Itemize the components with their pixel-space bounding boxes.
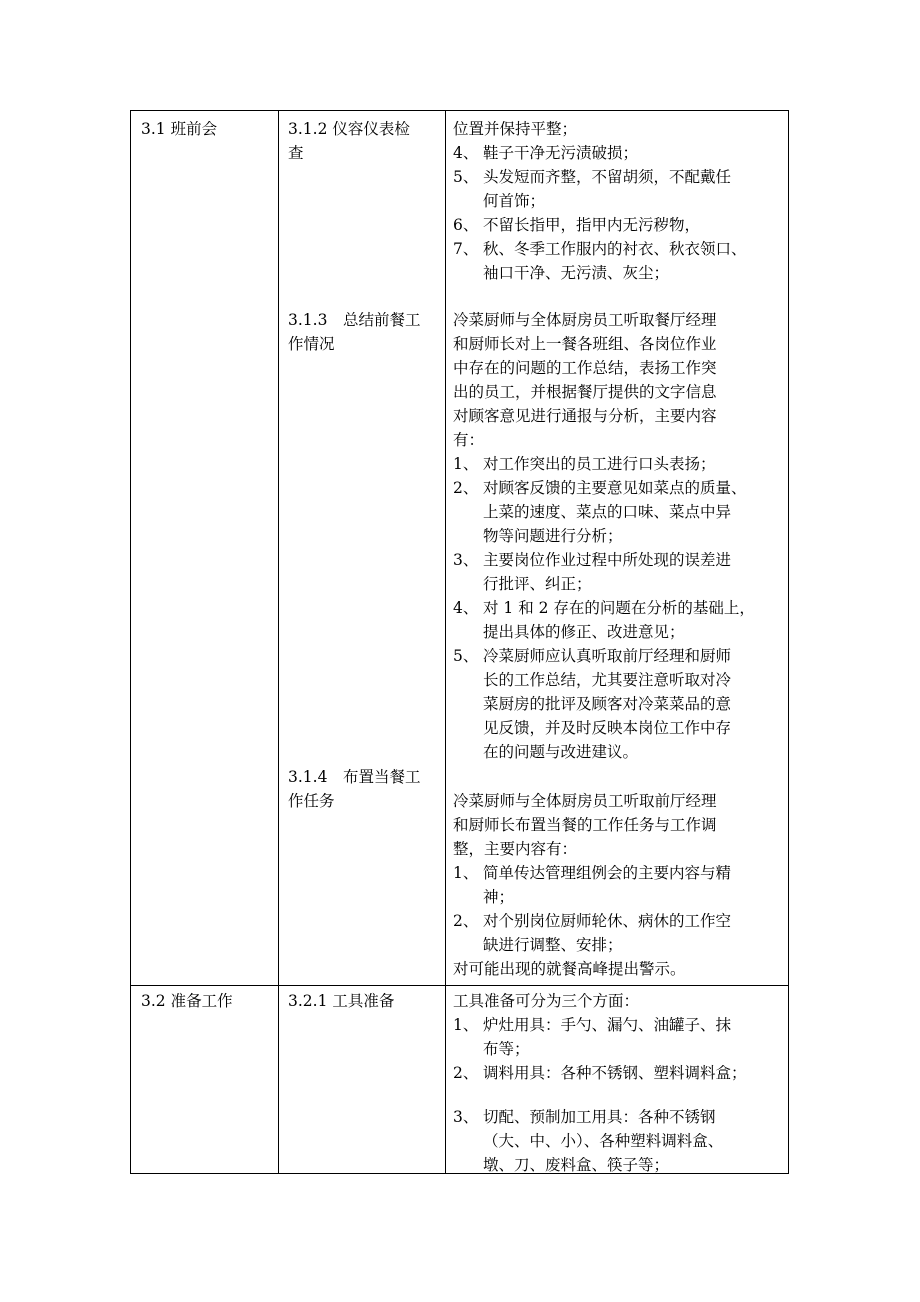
- item-number: 3、: [453, 1108, 479, 1126]
- content-line: 见反馈，并及时反映本岗位工作中存: [483, 719, 732, 737]
- content-line: 和厨师长布置当餐的工作任务与工作调: [453, 816, 717, 834]
- content-line: 和厨师长对上一餐各班组、各岗位作业: [453, 335, 717, 353]
- content-line: 物等问题进行分析；: [483, 527, 623, 545]
- content-line: 切配、预制加工用具：各种不锈钢: [483, 1108, 716, 1126]
- content-line: 中存在的问题的工作总结，表扬工作突: [453, 359, 717, 377]
- content-line: （大、中、小）、各种塑料调料盒、: [483, 1132, 724, 1150]
- content-line: 神；: [483, 888, 515, 906]
- content-line: 布等；: [483, 1040, 530, 1058]
- content-line: 提出具体的修正、改进意见；: [483, 623, 685, 641]
- content-line: 头发短而齐整，不留胡须，不配戴任: [483, 168, 732, 186]
- item-number: 5、: [453, 168, 479, 186]
- subsection-title: 3.1.2 仪容仪表检: [288, 120, 410, 138]
- item-number: 2、: [453, 479, 479, 497]
- procedure-table: [130, 110, 789, 1174]
- content-line: 冷菜厨师与全体厨房员工听取前厅经理: [453, 792, 717, 810]
- content-line: 行批评、纠正；: [483, 575, 592, 593]
- content-line: 出的员工，并根据餐厅提供的文字信息: [453, 383, 717, 401]
- content-line: 秋、冬季工作服内的衬衣、秋衣领口、: [483, 240, 747, 258]
- section-label: 3.2 准备工作: [141, 992, 233, 1010]
- subsection-title: 作任务: [288, 792, 335, 810]
- item-number: 2、: [453, 912, 479, 930]
- content-line: 对可能出现的就餐高峰提出警示。: [453, 960, 686, 978]
- subsection-title: 3.1.4 布置当餐工: [288, 768, 421, 786]
- item-number: 1、: [453, 1016, 479, 1034]
- item-number: 6、: [453, 216, 479, 234]
- content-line: 工具准备可分为三个方面：: [453, 992, 640, 1010]
- content-line: 对顾客意见进行通报与分析，主要内容: [453, 407, 717, 425]
- item-number: 3、: [453, 551, 479, 569]
- content-line: 位置并保持平整；: [453, 120, 578, 138]
- content-line: 长的工作总结，尤其要注意听取对冷: [483, 671, 732, 689]
- item-number: 7、: [453, 240, 479, 258]
- item-number: 1、: [453, 864, 479, 882]
- content-line: 鞋子干净无污渍破损；: [483, 144, 639, 162]
- subsection-title: 3.1.3 总结前餐工: [288, 311, 421, 329]
- content-line: 不留长指甲，指甲内无污秽物，: [483, 216, 701, 234]
- column-divider: [445, 111, 446, 1173]
- content-line: 冷菜厨师应认真听取前厅经理和厨师: [483, 647, 732, 665]
- section-label: 3.1 班前会: [141, 120, 218, 138]
- subsection-title: 查: [288, 144, 304, 162]
- content-line: 主要岗位作业过程中所处现的误差进: [483, 551, 732, 569]
- subsection-title: 作情况: [288, 335, 335, 353]
- content-line: 调料用具：各种不锈钢、塑料调料盒；: [483, 1064, 747, 1082]
- content-line: 对 1 和 2 存在的问题在分析的基础上，: [483, 599, 755, 617]
- item-number: 1、: [453, 455, 479, 473]
- item-number: 4、: [453, 599, 479, 617]
- content-line: 墩、刀、废料盒、筷子等；: [483, 1156, 670, 1174]
- column-divider: [278, 111, 279, 1173]
- content-line: 袖口干净、无污渍、灰尘；: [483, 264, 670, 282]
- content-line: 缺进行调整、安排；: [483, 936, 623, 954]
- content-line: 炉灶用具：手勺、漏勺、油罐子、抹: [483, 1016, 732, 1034]
- item-number: 5、: [453, 647, 479, 665]
- content-line: 菜厨房的批评及顾客对冷菜菜品的意: [483, 695, 732, 713]
- content-line: 有：: [453, 431, 485, 449]
- content-line: 简单传达管理组例会的主要内容与精: [483, 864, 732, 882]
- subsection-title: 3.2.1 工具准备: [288, 992, 395, 1010]
- content-line: 何首饰；: [483, 192, 546, 210]
- content-line: 对工作突出的员工进行口头表扬；: [483, 455, 716, 473]
- content-line: 整，主要内容有：: [453, 840, 578, 858]
- content-line: 冷菜厨师与全体厨房员工听取餐厅经理: [453, 311, 717, 329]
- row-divider: [131, 985, 788, 986]
- content-line: 在的问题与改进建议。: [483, 743, 639, 761]
- item-number: 4、: [453, 144, 479, 162]
- content-line: 对个别岗位厨师轮休、病休的工作空: [483, 912, 732, 930]
- content-line: 对顾客反馈的主要意见如菜点的质量、: [483, 479, 747, 497]
- content-line: 上菜的速度、菜点的口味、菜点中异: [483, 503, 732, 521]
- item-number: 2、: [453, 1064, 479, 1082]
